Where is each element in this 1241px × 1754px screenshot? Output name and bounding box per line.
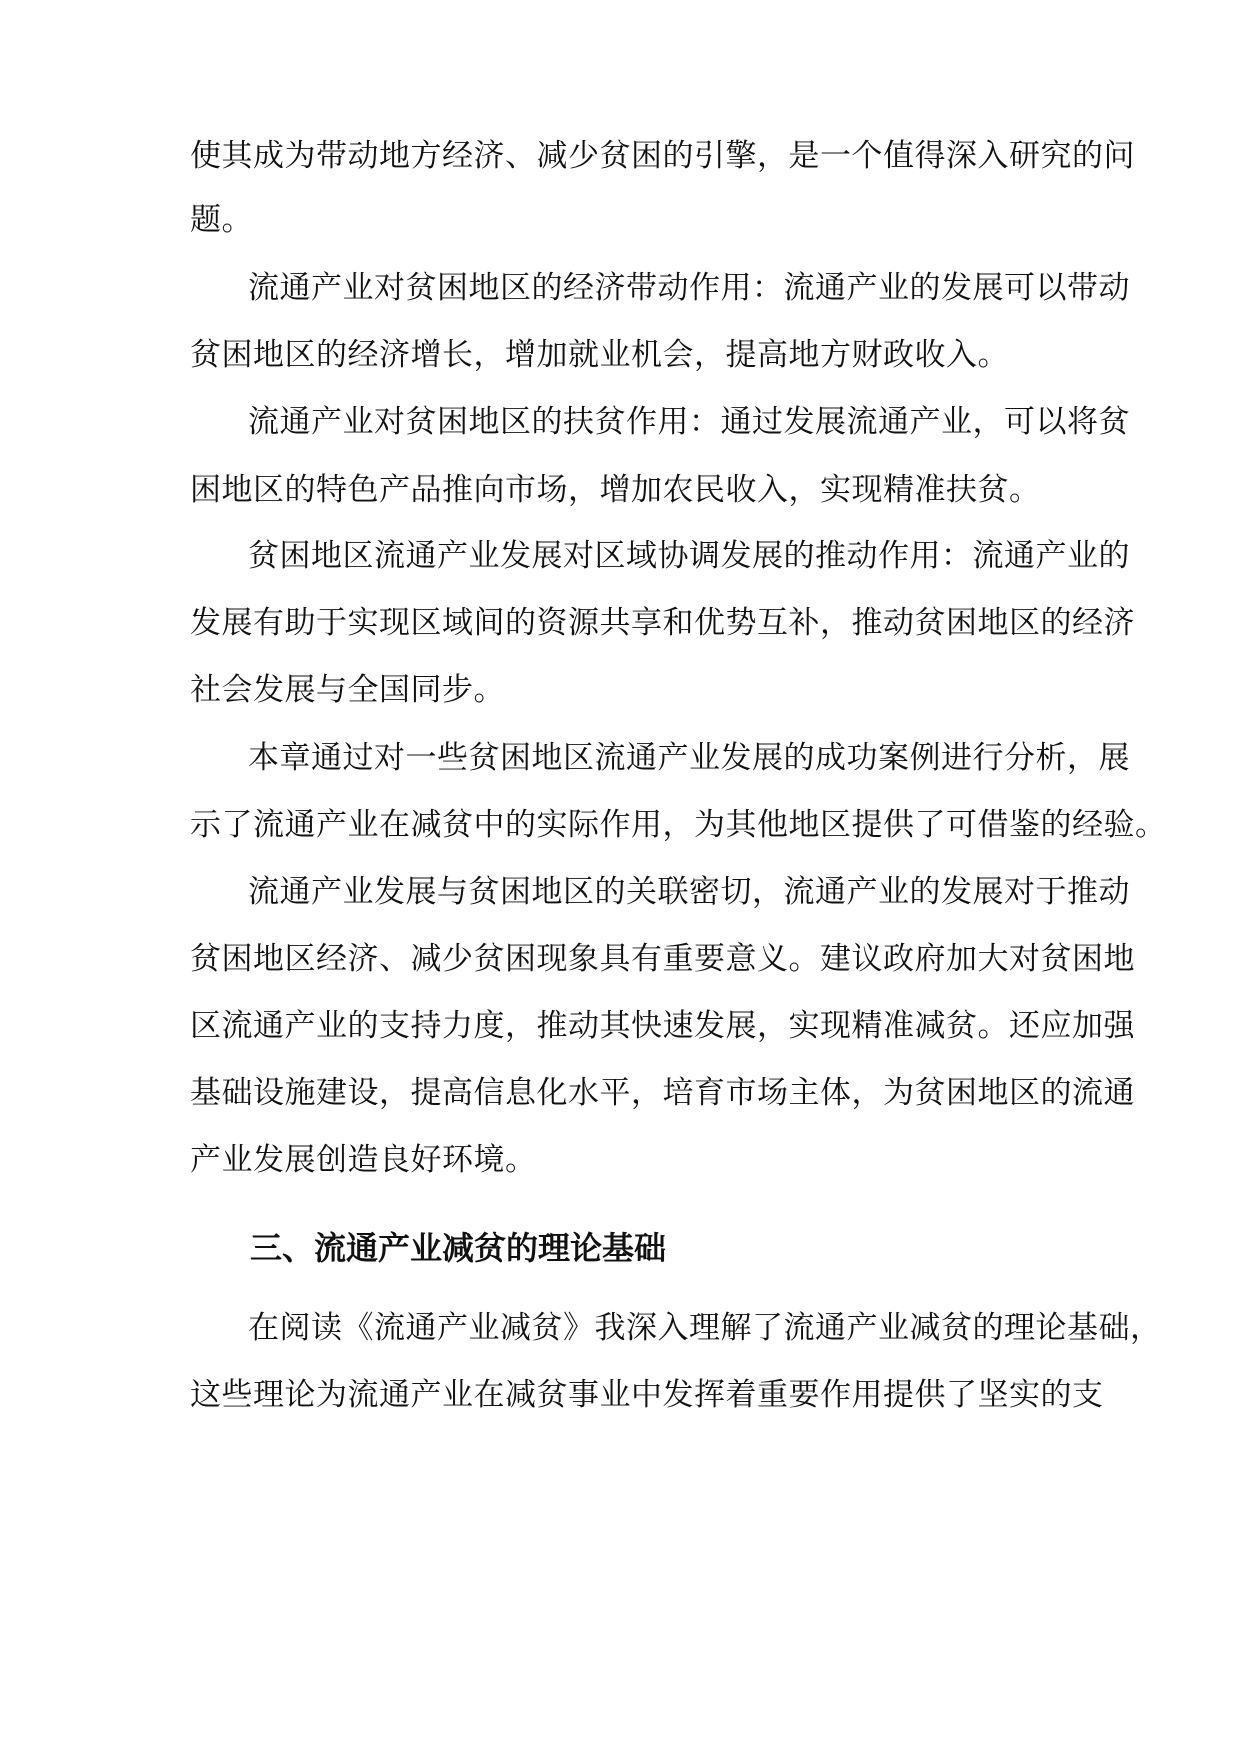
paragraph-line: 社会发展与全国同步。 — [190, 672, 505, 708]
paragraph-line: 在阅读《流通产业减贫》我深入理解了流通产业减贫的理论基础， — [248, 1310, 1162, 1346]
paragraph-line: 流通产业对贫困地区的扶贫作用：通过发展流通产业，可以将贫 — [248, 404, 1130, 440]
paragraph-line: 示了流通产业在减贫中的实际作用，为其他地区提供了可借鉴的经验。 — [190, 807, 1167, 843]
paragraph-line: 使其成为带动地方经济、减少贫困的引擎，是一个值得深入研究的问 — [190, 138, 1135, 174]
paragraph-line: 困地区的特色产品推向市场，增加农民收入，实现精准扶贫。 — [190, 472, 1041, 508]
paragraph-line: 题。 — [190, 202, 253, 238]
paragraph-line: 流通产业发展与贫困地区的关联密切，流通产业的发展对于推动 — [248, 874, 1130, 910]
paragraph-line: 产业发展创造良好环境。 — [190, 1142, 537, 1178]
paragraph-line: 区流通产业的支持力度，推动其快速发展，实现精准减贫。还应加强 — [190, 1008, 1135, 1044]
paragraph-line: 本章通过对一些贫困地区流通产业发展的成功案例进行分析，展 — [248, 740, 1130, 776]
paragraph-line: 发展有助于实现区域间的资源共享和优势互补，推动贫困地区的经济 — [190, 605, 1135, 641]
paragraph-line: 贫困地区流通产业发展对区域协调发展的推动作用：流通产业的 — [248, 538, 1130, 574]
paragraph-line: 这些理论为流通产业在减贫事业中发挥着重要作用提供了坚实的支 — [190, 1377, 1104, 1413]
section-heading: 三、流通产业减贫的理论基础 — [250, 1229, 667, 1267]
paragraph-line: 贫困地区经济、减少贫困现象具有重要意义。建议政府加大对贫困地 — [190, 941, 1135, 977]
paragraph-line: 贫困地区的经济增长，增加就业机会，提高地方财政收入。 — [190, 337, 1009, 373]
paragraph-line: 基础设施建设，提高信息化水平，培育市场主体，为贫困地区的流通 — [190, 1075, 1135, 1111]
paragraph-line: 流通产业对贫困地区的经济带动作用：流通产业的发展可以带动 — [248, 270, 1130, 306]
